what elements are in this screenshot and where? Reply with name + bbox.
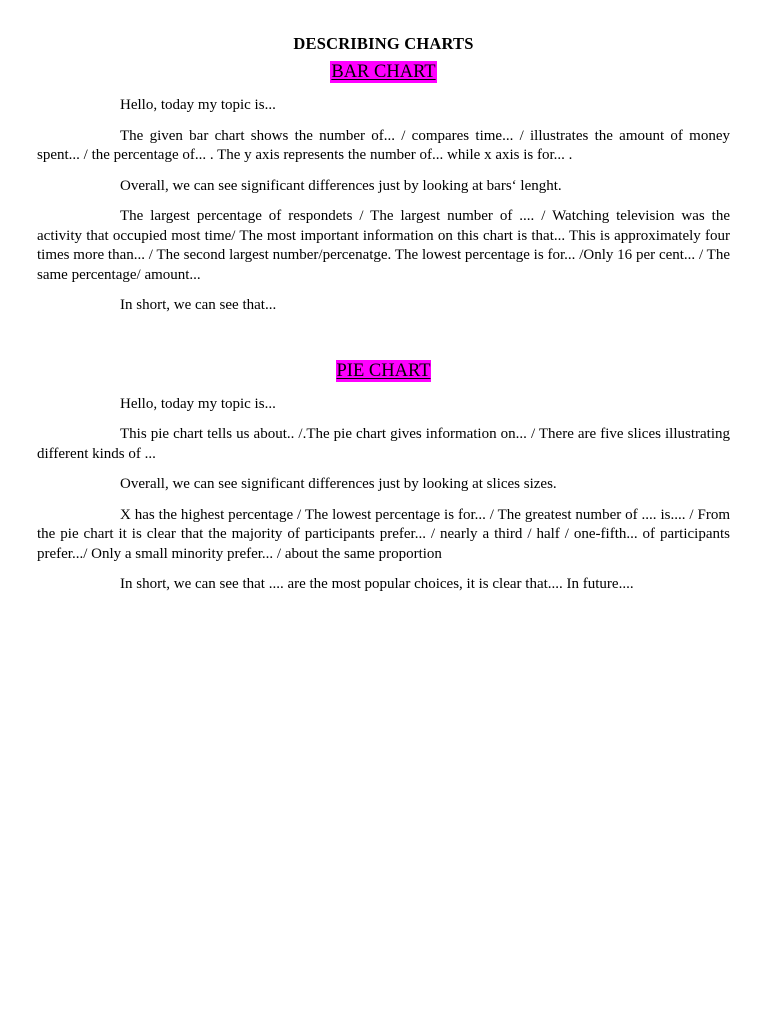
bar-chart-section — [37, 61, 730, 316]
pie-chart-paragraph-conclusion: In short, we can see that .... are the most popular choices, it is clear that.... In future.... — [120, 576, 634, 592]
bar-chart-paragraph-description: The given bar chart shows the number of... / compares time... / illustrates the amount of money spent... / the percentage of... . The y axis represents the number of... while x axis is for... . — [37, 127, 730, 163]
pie-chart-paragraph-intro: Hello, today my topic is... — [120, 395, 276, 412]
pie-chart-paragraph-details: X has the highest percentage / The lowest percentage is for... / The greatest number of .... is.... / From the pie chart it is clear that the majority of participants prefer... / nearly a third / half / one-fifth... of participants prefer.../ Only a small minority prefer... / about the same proportion — [37, 506, 730, 562]
pie-chart-heading: PIE CHART — [336, 360, 431, 381]
pie-chart-paragraph-overview: Overall, we can see significant differences just by looking at slices sizes. — [120, 476, 557, 492]
pie-chart-section — [37, 360, 730, 595]
bar-chart-heading: BAR CHART — [331, 62, 436, 82]
pie-chart-paragraph-description: This pie chart tells us about.. /.The pie chart gives information on... / There are five slices illustrating different kinds of ... — [37, 426, 730, 462]
bar-chart-paragraph-overview: Overall, we can see significant differences just by looking at bars‘ lenght. — [120, 177, 562, 194]
document-title: DESCRIBING CHARTS — [293, 34, 474, 53]
bar-chart-paragraph-conclusion: In short, we can see that... — [120, 297, 277, 313]
bar-chart-paragraph-intro: Hello, today my topic is... — [120, 97, 276, 113]
bar-chart-paragraph-details: The largest percentage of respondets / The largest number of .... / Watching television was the activity that occupied most time/ The most important information on this chart is that... This is approximately four times more than... / The second largest number/percenatge. The lowest percentage is for... /Only 16 per cent... / The same percentage/ amount... — [37, 208, 730, 283]
